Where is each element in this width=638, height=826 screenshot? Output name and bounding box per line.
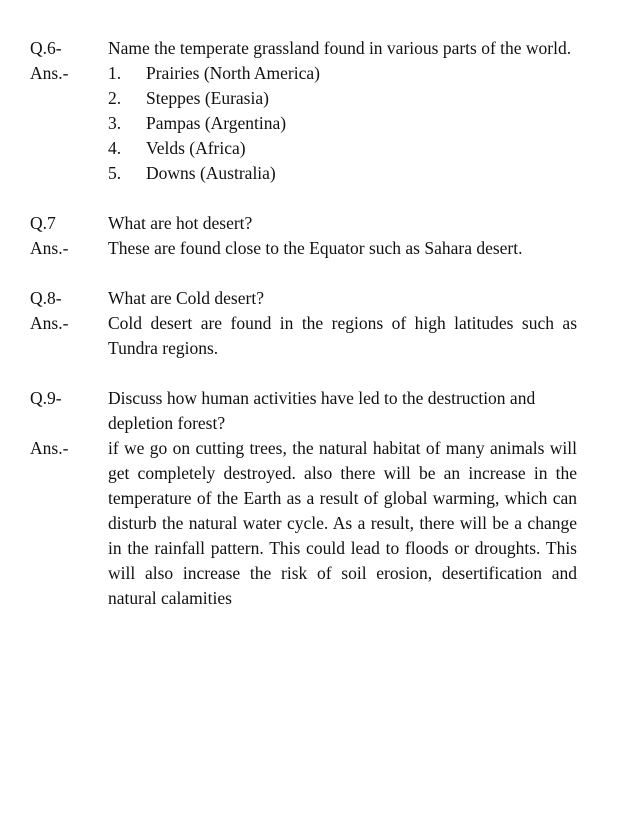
list-number: 2. bbox=[108, 88, 122, 108]
question-text: Name the temperate grassland found in various parts of the world. bbox=[108, 38, 572, 58]
answer-text: These are found close to the Equator such as Sahara desert. bbox=[108, 238, 523, 258]
question-text: What are Cold desert? bbox=[108, 288, 264, 308]
qa-block-q9 bbox=[0, 386, 638, 611]
question-label: Q.6- bbox=[30, 38, 62, 58]
answer-label: Ans.- bbox=[30, 438, 69, 458]
list-item bbox=[108, 136, 577, 161]
answer-row bbox=[0, 236, 638, 261]
qa-block-q8 bbox=[0, 286, 638, 361]
list-text: Steppes (Eurasia) bbox=[146, 88, 269, 108]
answer-text: if we go on cutting trees, the natural habitat of many animals will get completely destroyed. also there will be an increase in the temperature of the Earth as a result of global warming, which can disturb the natural water cycle. As a result, there will be a change in the rainfall pattern. This could lead to floods or droughts. This will also increase the risk of soil erosion, desertification and natural calamities bbox=[108, 438, 577, 608]
list-number: 1. bbox=[108, 63, 122, 83]
document-page bbox=[0, 36, 638, 636]
question-row bbox=[0, 36, 638, 61]
list-item bbox=[108, 161, 577, 186]
list-text: Downs (Australia) bbox=[146, 163, 276, 183]
list-number: 3. bbox=[108, 113, 122, 133]
answer-list bbox=[108, 61, 577, 186]
answer-row bbox=[0, 311, 638, 361]
list-item bbox=[108, 86, 577, 111]
answer-row bbox=[0, 61, 638, 186]
answer-text: Cold desert are found in the regions of high latitudes such as Tundra regions. bbox=[108, 313, 577, 358]
question-label: Q.8- bbox=[30, 288, 62, 308]
question-row bbox=[0, 286, 638, 311]
answer-row bbox=[0, 436, 638, 611]
qa-block-q7 bbox=[0, 211, 638, 261]
question-text: Discuss how human activities have led to the destruction and depletion forest? bbox=[108, 388, 536, 433]
answer-label: Ans.- bbox=[30, 313, 69, 333]
question-label: Q.7 bbox=[30, 213, 56, 233]
list-text: Pampas (Argentina) bbox=[146, 113, 287, 133]
list-text: Velds (Africa) bbox=[146, 138, 246, 158]
list-number: 4. bbox=[108, 138, 122, 158]
list-item bbox=[108, 111, 577, 136]
list-item bbox=[108, 61, 577, 86]
question-label: Q.9- bbox=[30, 388, 62, 408]
list-number: 5. bbox=[108, 163, 122, 183]
answer-label: Ans.- bbox=[30, 238, 69, 258]
qa-block-q6 bbox=[0, 36, 638, 186]
answer-label: Ans.- bbox=[30, 63, 69, 83]
question-row bbox=[0, 386, 638, 436]
question-row bbox=[0, 211, 638, 236]
list-text: Prairies (North America) bbox=[146, 63, 320, 83]
question-text: What are hot desert? bbox=[108, 213, 253, 233]
